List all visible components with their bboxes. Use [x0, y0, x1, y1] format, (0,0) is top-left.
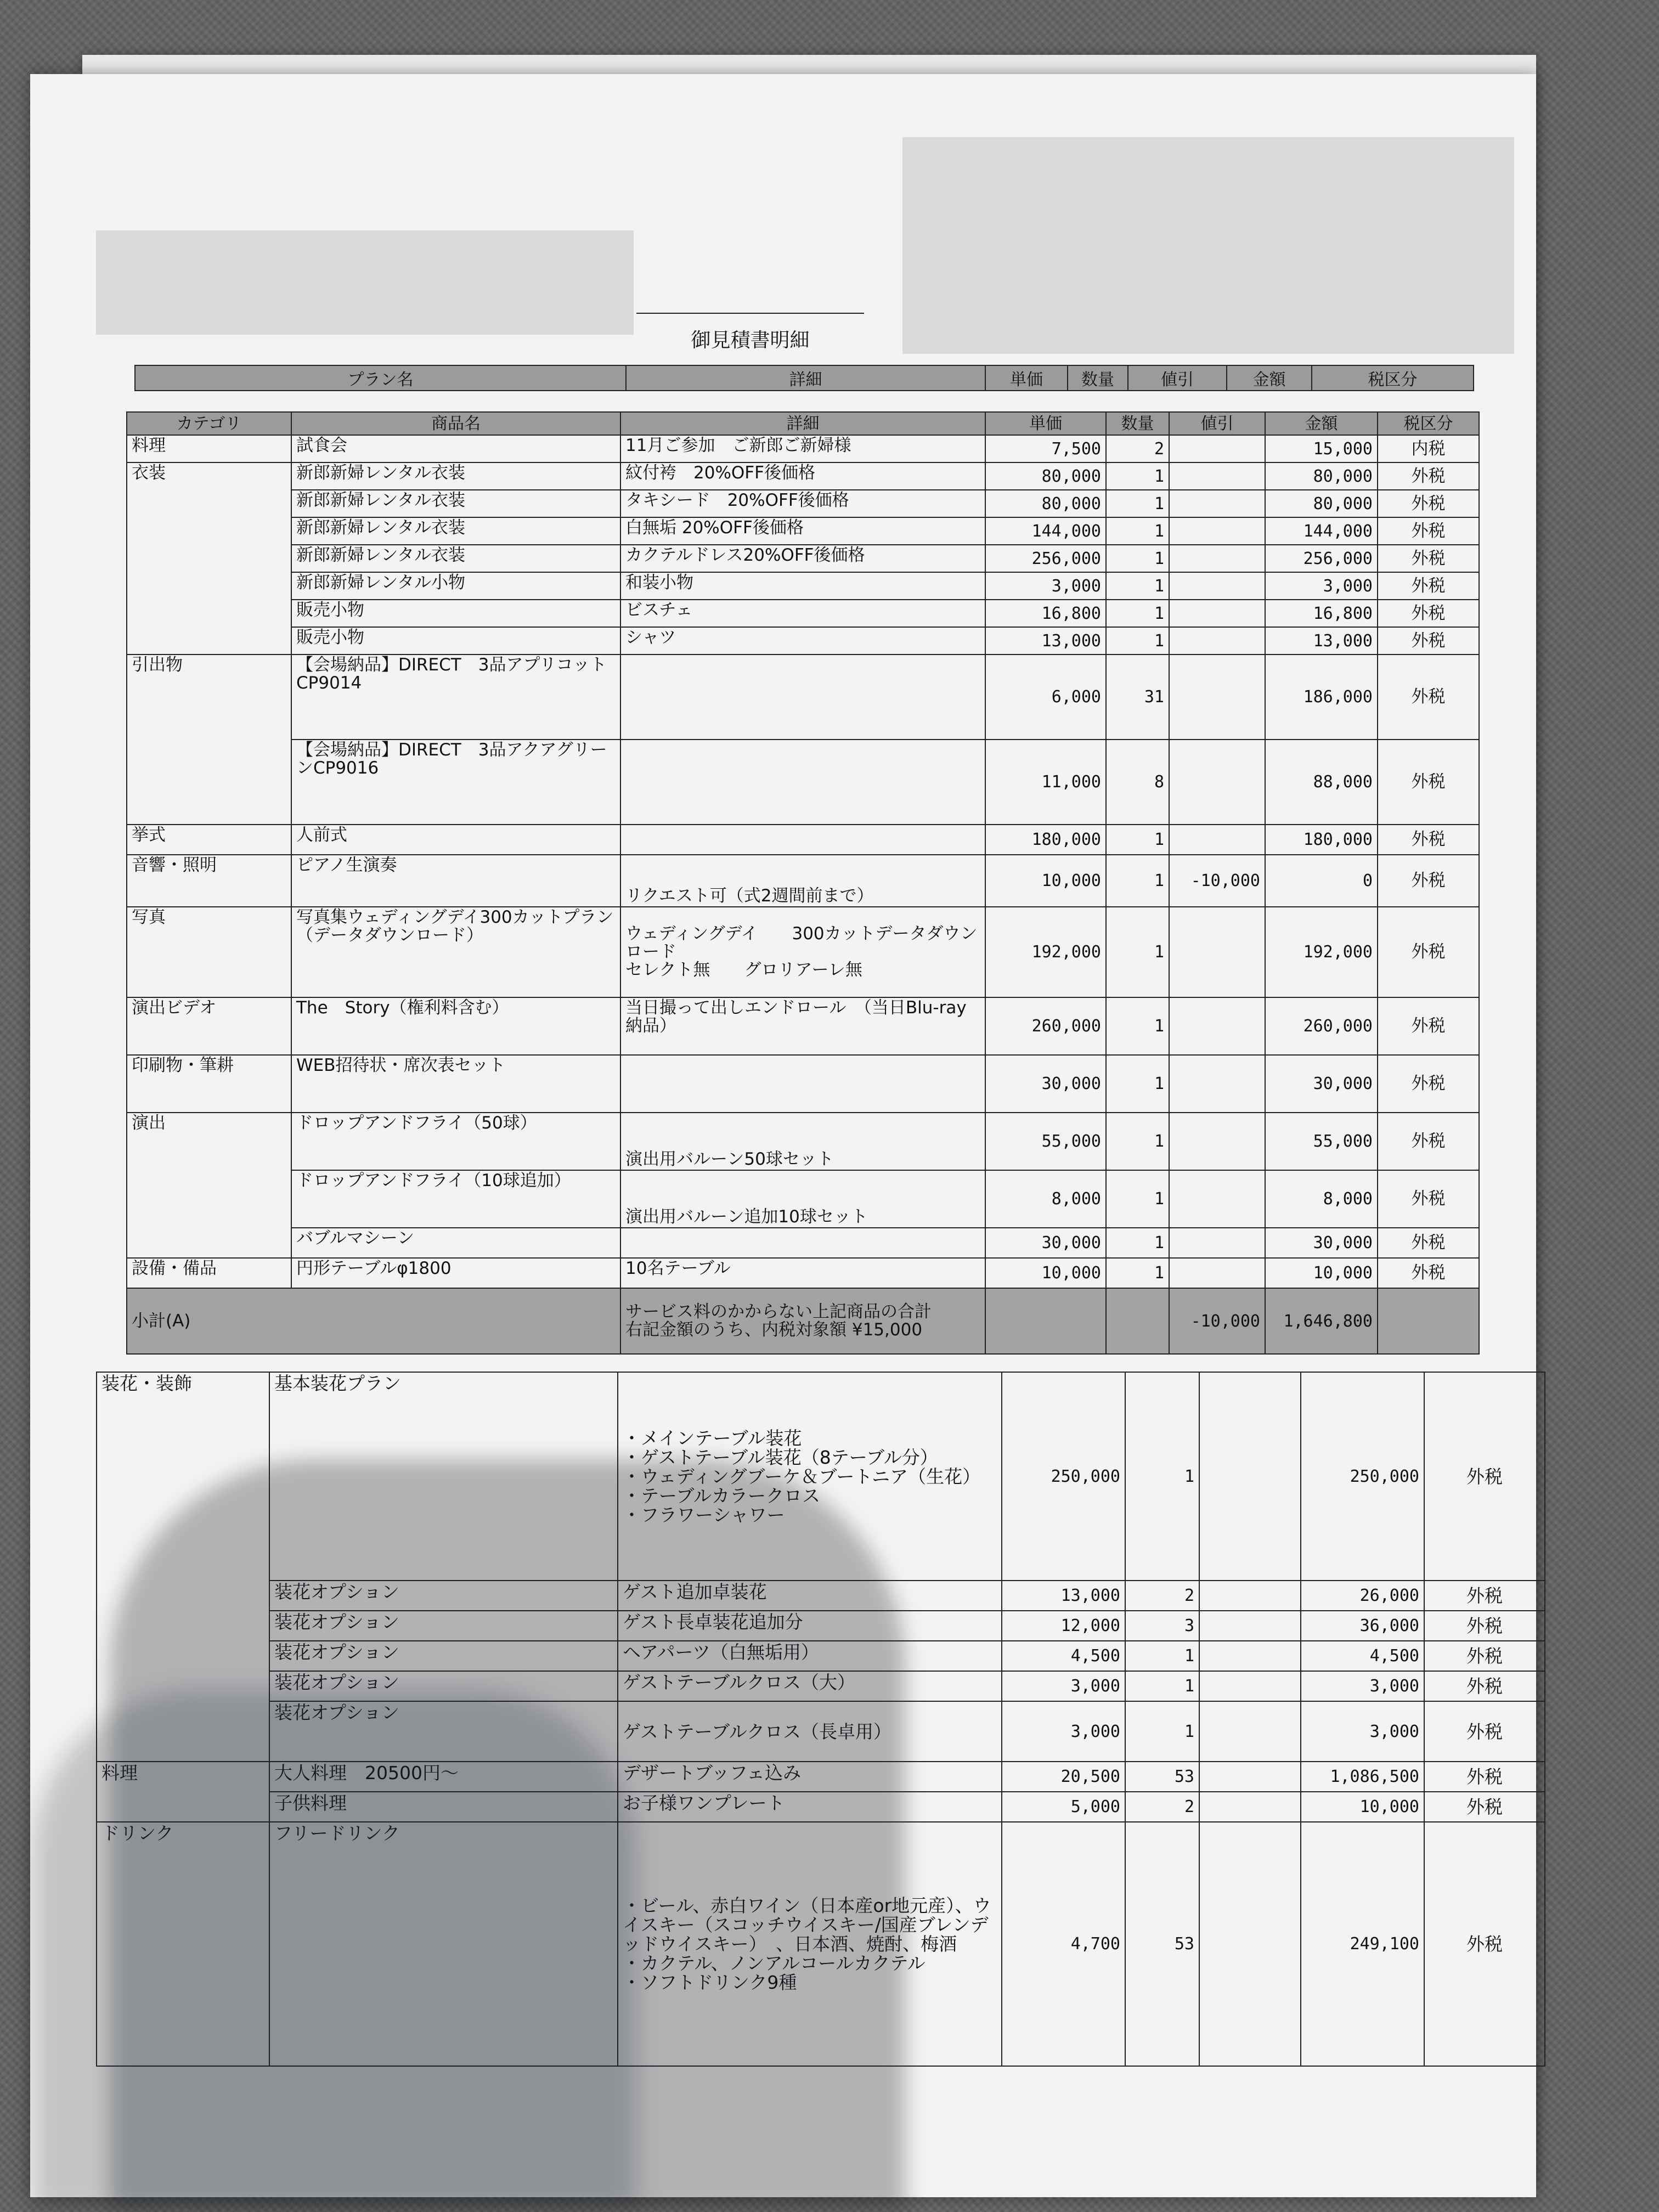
subtotal-amount: 1,646,800 [1265, 1288, 1378, 1354]
amount-cell: 180,000 [1265, 825, 1378, 855]
discount-cell [1169, 435, 1265, 462]
detail-cell: シャツ [620, 627, 985, 654]
tax-type-cell: 外税 [1378, 855, 1479, 907]
tax-type-cell: 外税 [1378, 490, 1479, 517]
unit-price-cell: 12,000 [1002, 1611, 1125, 1641]
product-name-cell: 大人料理 20500円～ [269, 1762, 618, 1792]
product-name-cell: 販売小物 [291, 627, 620, 654]
plan-header-table [134, 365, 1474, 391]
table-header-cell: 税区分 [1378, 412, 1479, 435]
table-row [127, 654, 1479, 740]
table-row [127, 572, 1479, 600]
amount-cell: 1,086,500 [1301, 1762, 1424, 1792]
quantity-cell: 1 [1106, 517, 1169, 545]
quantity-cell: 1 [1106, 490, 1169, 517]
category-cell: 衣装 [127, 462, 291, 654]
quantity-cell: 1 [1106, 627, 1169, 654]
detail-cell: デザートブッフェ込み [618, 1762, 1002, 1792]
category-cell: 引出物 [127, 654, 291, 825]
subtotal-detail: サービス料のかからない上記商品の合計 右記金額のうち、内税対象額 ¥15,000 [620, 1288, 985, 1354]
category-cell: 印刷物・筆耕 [127, 1055, 291, 1113]
amount-cell: 10,000 [1301, 1792, 1424, 1822]
unit-price-cell: 260,000 [985, 997, 1106, 1055]
product-name-cell: 新郎新婦レンタル衣装 [291, 462, 620, 490]
product-name-cell: バブルマシーン [291, 1228, 620, 1258]
discount-cell [1199, 1792, 1301, 1822]
product-name-cell: The Story（権利料含む） [291, 997, 620, 1055]
product-name-cell: ドロップアンドフライ（10球追加） [291, 1170, 620, 1228]
product-name-cell: 装花オプション [269, 1671, 618, 1701]
unit-price-cell: 250,000 [1002, 1372, 1125, 1581]
amount-cell: 80,000 [1265, 490, 1378, 517]
product-name-cell: 装花オプション [269, 1611, 618, 1641]
tax-type-cell: 外税 [1424, 1372, 1545, 1581]
category-cell: 音響・照明 [127, 855, 291, 907]
table-row [127, 1170, 1479, 1228]
detail-cell: リクエスト可（式2週間前まで） [620, 855, 985, 907]
unit-price-cell: 3,000 [1002, 1671, 1125, 1701]
detail-cell: ウェディングデイ 300カットデータダウンロード セレクト無 グロリアーレ無 [620, 907, 985, 997]
detail-cell [620, 1228, 985, 1258]
product-name-cell: ピアノ生演奏 [291, 855, 620, 907]
table-row [127, 997, 1479, 1055]
tax-type-cell: 外税 [1424, 1762, 1545, 1792]
detail-cell: 演出用バルーン50球セット [620, 1113, 985, 1170]
quantity-cell: 3 [1125, 1611, 1199, 1641]
unit-price-cell: 20,500 [1002, 1762, 1125, 1792]
quantity-cell: 1 [1106, 600, 1169, 627]
discount-cell [1199, 1822, 1301, 2066]
redacted-block-right [902, 137, 1514, 354]
product-name-cell: 基本装花プラン [269, 1372, 618, 1581]
quantity-cell: 1 [1106, 825, 1169, 855]
quantity-cell: 1 [1106, 1228, 1169, 1258]
detail-cell: ・ビール、赤白ワイン（日本産or地元産）、ウイスキー（スコッチウイスキー/国産ブレンデッドウイスキー） 、日本酒、焼酎、梅酒 ・カクテル、ノンアルコールカクテル ・ソフトドリンク9種 [618, 1822, 1002, 2066]
title-rule [636, 313, 864, 314]
table-header-cell: 値引 [1169, 412, 1265, 435]
subtotal-empty-cell [1106, 1288, 1169, 1354]
amount-cell: 186,000 [1265, 654, 1378, 740]
unit-price-cell: 3,000 [1002, 1701, 1125, 1762]
category-cell: 設備・備品 [127, 1258, 291, 1288]
unit-price-cell: 192,000 [985, 907, 1106, 997]
tax-type-cell: 外税 [1424, 1641, 1545, 1671]
detail-cell [620, 740, 985, 825]
unit-price-cell: 11,000 [985, 740, 1106, 825]
discount-cell [1199, 1611, 1301, 1641]
amount-cell: 16,800 [1265, 600, 1378, 627]
quantity-cell: 1 [1106, 855, 1169, 907]
discount-cell [1169, 572, 1265, 600]
discount-cell [1169, 740, 1265, 825]
tax-type-cell: 外税 [1378, 545, 1479, 572]
subtotal-empty-cell [985, 1288, 1106, 1354]
unit-price-cell: 4,700 [1002, 1822, 1125, 2066]
detail-cell [620, 1055, 985, 1113]
amount-cell: 3,000 [1265, 572, 1378, 600]
tax-type-cell: 外税 [1424, 1822, 1545, 2066]
table-header-cell: 数量 [1106, 412, 1169, 435]
discount-cell [1199, 1641, 1301, 1671]
subtotal-row [127, 1288, 1479, 1354]
tax-type-cell: 外税 [1378, 997, 1479, 1055]
discount-cell [1169, 517, 1265, 545]
tax-type-cell: 外税 [1378, 572, 1479, 600]
plan-header-cell: 税区分 [1312, 365, 1474, 391]
table-row [127, 907, 1479, 997]
unit-price-cell: 30,000 [985, 1228, 1106, 1258]
category-cell: 演出 [127, 1113, 291, 1258]
photographer-shadow [33, 1690, 636, 2211]
category-cell: ドリンク [97, 1822, 269, 2066]
quantity-cell: 1 [1106, 545, 1169, 572]
product-name-cell: 子供料理 [269, 1792, 618, 1822]
unit-price-cell: 10,000 [985, 1258, 1106, 1288]
discount-cell [1169, 600, 1265, 627]
table-row [127, 1258, 1479, 1288]
unit-price-cell: 13,000 [1002, 1581, 1125, 1611]
amount-cell: 3,000 [1301, 1701, 1424, 1762]
product-name-cell: 販売小物 [291, 600, 620, 627]
category-cell: 演出ビデオ [127, 997, 291, 1055]
category-cell: 装花・装飾 [97, 1372, 269, 1762]
unit-price-cell: 13,000 [985, 627, 1106, 654]
detail-cell: 演出用バルーン追加10球セット [620, 1170, 985, 1228]
amount-cell: 192,000 [1265, 907, 1378, 997]
detail-cell: カクテルドレス20%OFF後価格 [620, 545, 985, 572]
detail-cell: お子様ワンプレート [618, 1792, 1002, 1822]
quantity-cell: 1 [1106, 997, 1169, 1055]
discount-cell [1199, 1581, 1301, 1611]
detail-cell: 10名テーブル [620, 1258, 985, 1288]
table-header-cell: カテゴリ [127, 412, 291, 435]
discount-cell [1169, 1170, 1265, 1228]
discount-cell [1169, 1228, 1265, 1258]
detail-cell: 和装小物 [620, 572, 985, 600]
quantity-cell: 31 [1106, 654, 1169, 740]
discount-cell [1169, 490, 1265, 517]
product-name-cell: 装花オプション [269, 1581, 618, 1611]
unit-price-cell: 30,000 [985, 1055, 1106, 1113]
product-name-cell: 新郎新婦レンタル衣装 [291, 517, 620, 545]
estimate-table [126, 411, 1480, 1355]
product-name-cell: 新郎新婦レンタル衣装 [291, 545, 620, 572]
detail-cell [620, 825, 985, 855]
quantity-cell: 1 [1125, 1641, 1199, 1671]
plan-header-cell: 値引 [1128, 365, 1227, 391]
tax-type-cell: 外税 [1378, 600, 1479, 627]
product-name-cell: 装花オプション [269, 1701, 618, 1762]
product-name-cell: 新郎新婦レンタル小物 [291, 572, 620, 600]
category-cell: 料理 [97, 1762, 269, 1822]
plan-header-cell: 詳細 [626, 365, 985, 391]
subtotal-discount: -10,000 [1169, 1288, 1265, 1354]
subtotal-empty-cell [1378, 1288, 1479, 1354]
detail-cell [620, 654, 985, 740]
discount-cell [1199, 1372, 1301, 1581]
plan-header-cell: 数量 [1068, 365, 1128, 391]
amount-cell: 26,000 [1301, 1581, 1424, 1611]
quantity-cell: 1 [1106, 1258, 1169, 1288]
quantity-cell: 1 [1106, 1170, 1169, 1228]
amount-cell: 30,000 [1265, 1055, 1378, 1113]
table-header-cell: 単価 [985, 412, 1106, 435]
amount-cell: 13,000 [1265, 627, 1378, 654]
tax-type-cell: 外税 [1424, 1792, 1545, 1822]
unit-price-cell: 5,000 [1002, 1792, 1125, 1822]
detail-cell: ゲストテーブルクロス（大） [618, 1671, 1002, 1701]
amount-cell: 80,000 [1265, 462, 1378, 490]
discount-cell [1199, 1762, 1301, 1792]
tax-type-cell: 外税 [1378, 907, 1479, 997]
table-row [127, 1113, 1479, 1170]
category-cell: 料理 [127, 435, 291, 462]
discount-cell [1169, 907, 1265, 997]
product-name-cell: 【会場納品】DIRECT 3品アプリコットCP9014 [291, 654, 620, 740]
detail-cell: ゲストテーブルクロス（長卓用） [618, 1701, 1002, 1762]
redacted-block-left [96, 230, 634, 335]
detail-cell: ヘアパーツ（白無垢用） [618, 1641, 1002, 1671]
tax-type-cell: 外税 [1424, 1671, 1545, 1701]
product-name-cell: ドロップアンドフライ（50球） [291, 1113, 620, 1170]
discount-cell [1169, 462, 1265, 490]
quantity-cell: 53 [1125, 1762, 1199, 1792]
tax-type-cell: 外税 [1378, 627, 1479, 654]
quantity-cell: 1 [1106, 572, 1169, 600]
tax-type-cell: 外税 [1378, 1113, 1479, 1170]
product-name-cell: 写真集ウェディングデイ300カットプラン（データダウンロード） [291, 907, 620, 997]
discount-cell [1199, 1671, 1301, 1701]
detail-cell: ・メインテーブル装花 ・ゲストテーブル装花（8テーブル分） ・ウェディングブーケ＆ブートニア（生花） ・テーブルカラークロス ・フラワーシャワー [618, 1372, 1002, 1581]
document-title: 御見積書明細 [691, 329, 810, 352]
amount-cell: 4,500 [1301, 1641, 1424, 1671]
unit-price-cell: 10,000 [985, 855, 1106, 907]
amount-cell: 0 [1265, 855, 1378, 907]
product-name-cell: 人前式 [291, 825, 620, 855]
tax-type-cell: 外税 [1378, 1055, 1479, 1113]
amount-cell: 8,000 [1265, 1170, 1378, 1228]
product-name-cell: 【会場納品】DIRECT 3品アクアグリーンCP9016 [291, 740, 620, 825]
product-name-cell: フリードリンク [269, 1822, 618, 2066]
unit-price-cell: 80,000 [985, 462, 1106, 490]
unit-price-cell: 7,500 [985, 435, 1106, 462]
amount-cell: 55,000 [1265, 1113, 1378, 1170]
amount-cell: 144,000 [1265, 517, 1378, 545]
quantity-cell: 2 [1125, 1792, 1199, 1822]
quantity-cell: 1 [1106, 907, 1169, 997]
category-cell: 挙式 [127, 825, 291, 855]
amount-cell: 250,000 [1301, 1372, 1424, 1581]
table-row [127, 1228, 1479, 1258]
discount-cell [1169, 1258, 1265, 1288]
unit-price-cell: 8,000 [985, 1170, 1106, 1228]
table-header-cell: 商品名 [291, 412, 620, 435]
unit-price-cell: 3,000 [985, 572, 1106, 600]
quantity-cell: 1 [1125, 1372, 1199, 1581]
plan-header-cell: 金額 [1227, 365, 1312, 391]
discount-cell [1169, 1113, 1265, 1170]
quantity-cell: 1 [1106, 462, 1169, 490]
product-name-cell: 装花オプション [269, 1641, 618, 1671]
tax-type-cell: 外税 [1424, 1701, 1545, 1762]
tax-type-cell: 外税 [1378, 517, 1479, 545]
amount-cell: 15,000 [1265, 435, 1378, 462]
amount-cell: 30,000 [1265, 1228, 1378, 1258]
product-name-cell: 円形テーブルφ1800 [291, 1258, 620, 1288]
table-row [127, 855, 1479, 907]
discount-cell: -10,000 [1169, 855, 1265, 907]
tax-type-cell: 外税 [1378, 462, 1479, 490]
quantity-cell: 1 [1125, 1671, 1199, 1701]
discount-cell [1199, 1701, 1301, 1762]
discount-cell [1169, 997, 1265, 1055]
category-cell: 写真 [127, 907, 291, 997]
quantity-cell: 2 [1125, 1581, 1199, 1611]
amount-cell: 260,000 [1265, 997, 1378, 1055]
table-row [127, 600, 1479, 627]
tax-type-cell: 外税 [1378, 654, 1479, 740]
amount-cell: 36,000 [1301, 1611, 1424, 1641]
unit-price-cell: 256,000 [985, 545, 1106, 572]
table-row [127, 1055, 1479, 1113]
detail-cell: 11月ご参加 ご新郎ご新婦様 [620, 435, 985, 462]
tax-type-cell: 外税 [1378, 740, 1479, 825]
detail-cell: ゲスト長卓装花追加分 [618, 1611, 1002, 1641]
quantity-cell: 8 [1106, 740, 1169, 825]
tax-type-cell: 外税 [1378, 1170, 1479, 1228]
table-row [127, 462, 1479, 490]
tax-type-cell: 内税 [1378, 435, 1479, 462]
table-row [127, 740, 1479, 825]
subtotal-label: 小計(A) [127, 1288, 620, 1354]
detail-cell: ゲスト追加卓装花 [618, 1581, 1002, 1611]
tax-type-cell: 外税 [1378, 1258, 1479, 1288]
detail-cell: ビスチェ [620, 600, 985, 627]
unit-price-cell: 80,000 [985, 490, 1106, 517]
discount-cell [1169, 1055, 1265, 1113]
tax-type-cell: 外税 [1378, 1228, 1479, 1258]
tax-type-cell: 外税 [1424, 1611, 1545, 1641]
detail-cell: 白無垢 20%OFF後価格 [620, 517, 985, 545]
quantity-cell: 1 [1106, 1055, 1169, 1113]
unit-price-cell: 16,800 [985, 600, 1106, 627]
detail-cell: タキシード 20%OFF後価格 [620, 490, 985, 517]
amount-cell: 256,000 [1265, 545, 1378, 572]
plan-header-cell: 単価 [985, 365, 1068, 391]
table-header-cell: 詳細 [620, 412, 985, 435]
table-row [127, 490, 1479, 517]
discount-cell [1169, 627, 1265, 654]
discount-cell [1169, 654, 1265, 740]
unit-price-cell: 6,000 [985, 654, 1106, 740]
plan-header-cell: プラン名 [135, 365, 626, 391]
product-name-cell: 試食会 [291, 435, 620, 462]
discount-cell [1169, 545, 1265, 572]
quantity-cell: 1 [1125, 1701, 1199, 1762]
detail-cell: 当日撮って出しエンドロール （当日Blu-ray納品） [620, 997, 985, 1055]
product-name-cell: 新郎新婦レンタル衣装 [291, 490, 620, 517]
table-row [127, 545, 1479, 572]
unit-price-cell: 144,000 [985, 517, 1106, 545]
table-row [127, 825, 1479, 855]
amount-cell: 249,100 [1301, 1822, 1424, 2066]
table-header-cell: 金額 [1265, 412, 1378, 435]
unit-price-cell: 4,500 [1002, 1641, 1125, 1671]
unit-price-cell: 55,000 [985, 1113, 1106, 1170]
quantity-cell: 2 [1106, 435, 1169, 462]
quantity-cell: 1 [1106, 1113, 1169, 1170]
quantity-cell: 53 [1125, 1822, 1199, 2066]
tax-type-cell: 外税 [1424, 1581, 1545, 1611]
amount-cell: 88,000 [1265, 740, 1378, 825]
discount-cell [1169, 825, 1265, 855]
table-row [127, 435, 1479, 462]
tax-type-cell: 外税 [1378, 825, 1479, 855]
amount-cell: 3,000 [1301, 1671, 1424, 1701]
detail-cell: 紋付袴 20%OFF後価格 [620, 462, 985, 490]
product-name-cell: WEB招待状・席次表セット [291, 1055, 620, 1113]
table-row [127, 517, 1479, 545]
amount-cell: 10,000 [1265, 1258, 1378, 1288]
unit-price-cell: 180,000 [985, 825, 1106, 855]
table-row [127, 627, 1479, 654]
